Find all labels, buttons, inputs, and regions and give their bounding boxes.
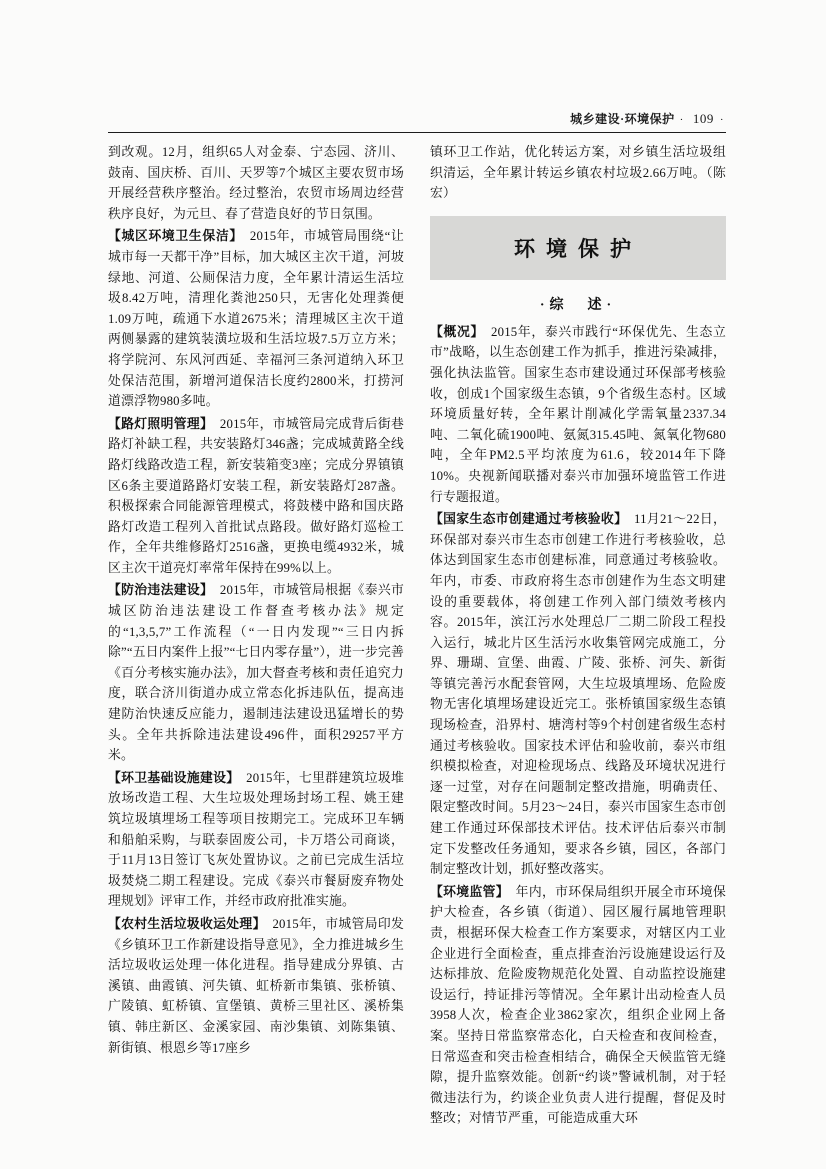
- paragraph-text: 到改观。12月，组织65人对金泰、宁态园、济川、鼓南、国庆桥、百川、天罗等7个城区主要农贸市场开展经营秩序整治。经过整治，农贸市场周边经营秩序良好，为元旦、春了营造良好的节日氛围。: [108, 145, 404, 221]
- overview-subhead: ·综 述·: [539, 297, 617, 313]
- paragraph-text: 2015年，市城管局根据《泰兴市城区防治违法建设工作督查考核办法》规定的“1,3,5,7”工作流程（“一日内发现”“三日内拆除”“五日内案件上报”“七日内零存量”），进一步完善《百分考核实施办法》，加大督查考核和责任追究力度，联合济川街道办成立常态化拆违队伍，提高违建防治快速反应能力，遏制违法建设迅猛增长的势头。全年共拆除违法建设496件，面积29257平方米。: [108, 583, 404, 763]
- paragraph-overview: [430, 322, 726, 507]
- paragraph-street-lighting: [108, 414, 404, 579]
- section-heading: 【路灯照明管理】: [108, 416, 207, 431]
- section-heading: 【防治违法建设】: [108, 583, 207, 598]
- section-heading: 【城区环境卫生保洁】: [108, 229, 237, 244]
- header-end-dot: ·: [719, 114, 724, 126]
- left-column: [108, 142, 404, 1060]
- paragraph-market-order: [108, 142, 404, 224]
- section-heading: 【农村生活垃圾收运处理】: [108, 916, 260, 931]
- paragraph-urban-sanitation: [108, 226, 404, 411]
- paragraph-text: 2015年，市城管局完成背后街巷路灯补缺工程，共安装路灯346盏；完成城黄路全线路灯线路改造工程，新安装箱变3座；完成分界镇镇区6条主要道路路灯安装工程，新安装路灯287盏。积极探索合同能源管理模式，将鼓楼中路和国庆路路灯改造工程列入首批试点路段。做好路灯巡检工作，全年共维修路灯2516盏，更换电缆4932米，城区主次干道亮灯率常年保持在99%以上。: [108, 416, 404, 575]
- paragraph-text: 2015年，七里群建筑垃圾堆放场改造工程、大生垃圾处理场封场工程、姚王建筑垃圾填埋场工程等项目按期完工。完成环卫车辆和船舶采购，与联泰固废公司，卡万塔公司商谈，于11月13日签订飞灰处置协议。之前已完成生活垃圾焚烧二期工程建设。完成《泰兴市餐厨废弃物处理规划》评审工作，并经市政府批准实施。: [108, 770, 404, 909]
- header-title: 城乡建设·环境保护: [570, 112, 675, 126]
- two-column-body: [108, 142, 740, 1131]
- paragraph-eco-city-review: [430, 509, 726, 880]
- paragraph-text: 2015年，市城管局围绕“让城市每一天都干净”目标，加大城区主次干道，河坡绿地、河道、公厕保洁力度，全年累计清运生活垃圾8.42万吨，清理化粪池250只，无害化处理粪便1.09万吨，疏通下水道2675米；清理城区主次干道两侧暴露的建筑装潢垃圾和生活垃圾7.5万立方米；将学院河、东风河西延、幸福河三条河道纳入环卫处保洁范围，新增河道保洁长度约2800米，打捞河道漂浮物980多吨。: [108, 229, 404, 409]
- paragraph-rural-waste: [108, 914, 404, 1058]
- section-heading: 【环境监管】: [430, 884, 503, 899]
- section-heading: 【概况】: [430, 324, 478, 339]
- paragraph-text: 镇环卫工作站，优化转运方案，对乡镇生活垃圾组织清运，全年累计转运乡镇农村垃圾2.66万吨。: [430, 145, 726, 180]
- paragraph-sanitation-infrastructure: [108, 768, 404, 912]
- paragraph-environmental-supervision: [430, 882, 726, 1129]
- paragraph-illegal-construction: [108, 580, 404, 765]
- page-header: [108, 110, 726, 132]
- paragraph-text: 2015年，市城管局印发《乡镇环卫工作新建设指导意见》，全力推进城乡生活垃圾收运处理一体化进程。指导建成分界镇、古溪镇、曲霞镇、河失镇、虹桥新市集镇、张桥镇、广陵镇、虹桥镇、宣堡镇、黄桥三里社区、溪桥集镇、韩庄新区、金溪家园、南沙集镇、刘陈集镇、新街镇、根恩乡等17座乡: [108, 916, 404, 1055]
- paragraph-text: 2015年，泰兴市践行“环保优先、生态立市”战略，以生态创建工作为抓手，推进污染减排，强化执法监管。国家生态市建设通过环保部考核验收，创成1个国家级生态镇，9个省级生态村。区域环境质量好转，全年累计削减化学需氧量2337.34吨、二氧化硫1900吨、氨氮315.45吨、氮氧化物680吨，全年PM2.5平均浓度为61.6，较2014年下降10%。央视新闻联播对泰兴市加强环境监管工作进行专题报道。: [430, 324, 726, 504]
- section-banner: [430, 216, 726, 280]
- paragraph-text: 年内，市环保局组织开展全市环境保护大检查，各乡镇（街道）、园区履行属地管理职责，根据环保大检查工作方案要求，对辖区内工业企业进行全面检查，重点排查治污设施建设运行及达标排放、危险废物规范化处置、自动监控设施建设运行，持证排污等情况。全年累计出动检查人员3958人次，检查企业3862家次，组织企业网上备案。坚持日常监察常态化，白天检查和夜间检查，日常巡查和突击检查相结合，确保全天候监管无缝隙，提升监察效能。创新“约谈”警诫机制，对于轻微违法行为，约谈企业负责人进行提醒，督促及时整改；对情节严重，可能造成重大环: [430, 884, 726, 1126]
- page-content: [108, 110, 740, 1131]
- page-number: 109: [692, 111, 714, 126]
- section-heading: 【环卫基础设施建设】: [108, 770, 234, 785]
- header-separator-dot: ·: [679, 114, 684, 126]
- right-column: [430, 142, 740, 1131]
- section-heading: 【国家生态市创建通过考核验收】: [430, 512, 621, 527]
- author-signature: （陈 宏）: [430, 165, 740, 201]
- paragraph-transfer-station: [430, 142, 740, 204]
- paragraph-text: 11月21～22日，环保部对泰兴市生态市创建工作进行考核验收，总体达到国家生态市创建标准，同意通过考核验收。年内，市委、市政府将生态市创建作为生态文明建设的重要载体，将创建工作列入部门绩效考核内容。2015年，滨江污水处理总厂二期二阶段工程投入运行，城北片区生活污水收集管网完成施工，分界、珊瑚、宣堡、曲霞、广陵、张桥、河失、新街等镇完善污水配套管网，大生垃圾填埋场、危险废物无害化填埋场建设近完工。张桥镇国家级生态镇现场检查，沿界村、塘湾村等9个村创建省级生态村通过考核验收。国家技术评估和验收前，泰兴市组织模拟检查，对迎检现场点、线路及环境状况进行逐一过堂，对存在问题制定整改措施，明确责任、限定整改时间。5月23～24日，泰兴市国家生态市创建工作通过环保部技术评估。技术评估后泰兴市制定下发整改任务通知，要求各乡镇，园区，各部门制定整改计划，抓好整改落实。: [430, 512, 726, 877]
- section-banner-title: 环境保护: [514, 236, 642, 261]
- header-rule: [108, 132, 726, 133]
